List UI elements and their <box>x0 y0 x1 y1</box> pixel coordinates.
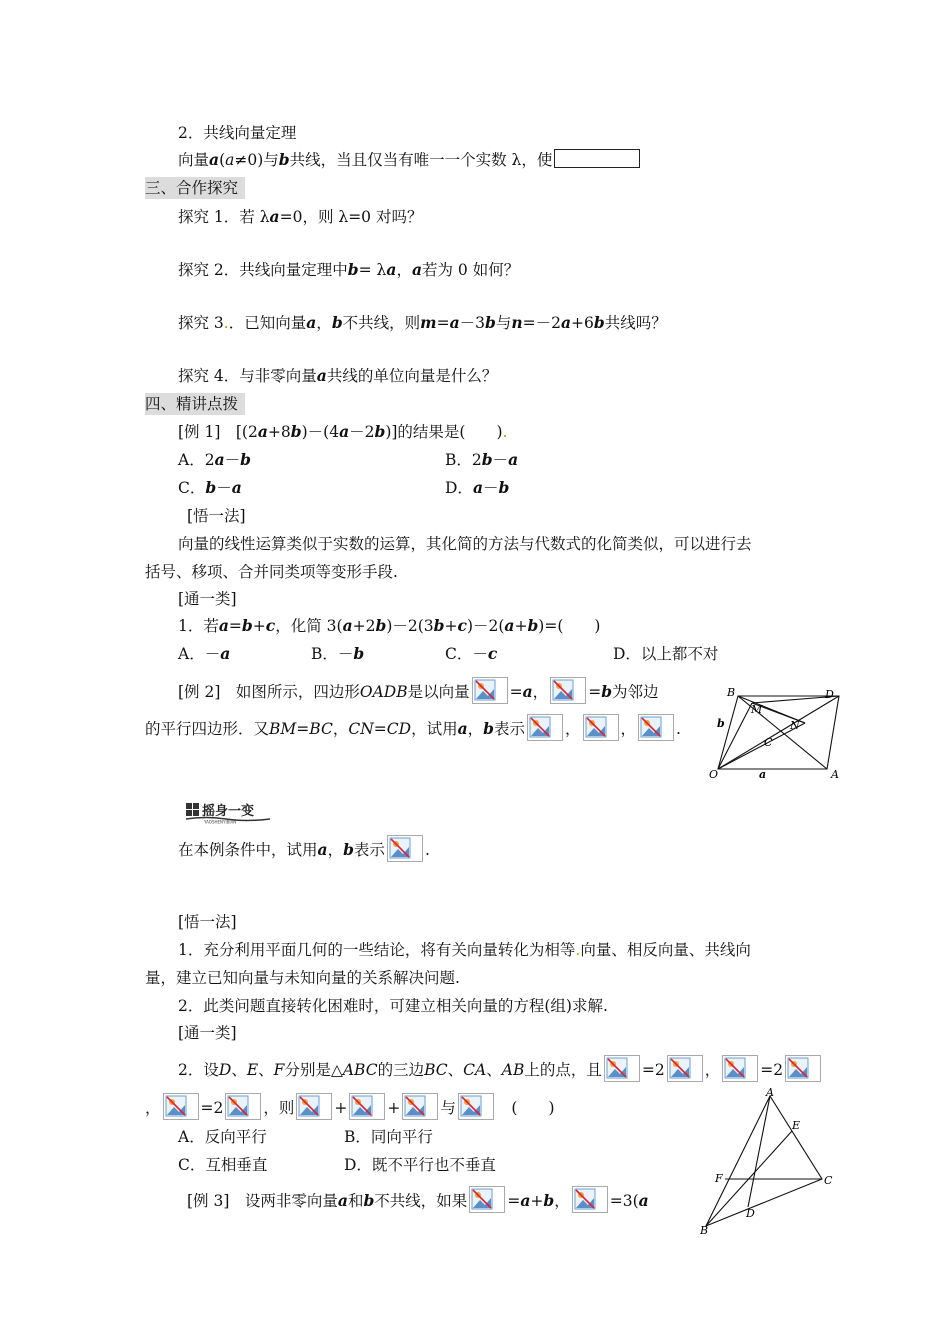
wu-yi-fa-2: [悟一法] <box>178 913 237 931</box>
broken-image-icon <box>785 1055 821 1082</box>
option-c: C．b－a <box>178 478 242 497</box>
example-1: [例 1] [(2a+8b)－(4a－2b)]的结果是( ). <box>178 422 508 441</box>
broken-image-icon <box>402 1093 438 1120</box>
method-paragraph-line-2: 括号、移项、合并同类项等变形手段. <box>145 563 398 581</box>
broken-image-icon <box>163 1093 199 1120</box>
explore-2: 探究 2．共线向量定理中b= λa，a若为 0 如何？ <box>178 260 520 279</box>
question-2-line-1: 2．设D、E、F分别是△ABC的三边BC、CA、AB上的点，且 =2 ， =2 <box>178 1055 823 1082</box>
broken-image-icon <box>722 1055 758 1082</box>
label-a: a <box>759 768 767 781</box>
question-1: 1．若a=b+c，化简 3(a+2b)－2(3b+c)－2(a+b)=( ) <box>178 616 601 635</box>
q2-option-d: D．既不平行也不垂直 <box>344 1156 496 1174</box>
logo-subtitle: YAOSHENYIBIAN <box>204 819 237 824</box>
broken-image-icon <box>527 714 563 741</box>
q1-option-a: A．－a <box>178 644 231 663</box>
answer-blank[interactable] <box>554 149 640 168</box>
theorem-statement: 向量a(a≠0)与b共线，当且仅当有唯一一个实数 λ，使 <box>178 149 640 171</box>
option-a: A．2a－b <box>178 450 251 469</box>
q2-option-b: B．同向平行 <box>344 1128 433 1146</box>
explore-1: 探究 1．若 λa=0，则 λ=0 对吗？ <box>178 207 423 226</box>
broken-image-icon <box>469 1186 505 1213</box>
section-3-title: 三、合作探究 <box>145 177 245 199</box>
q1-option-c: C．－c <box>445 644 498 663</box>
label-A: A <box>831 768 839 781</box>
label-M: M <box>751 703 763 716</box>
tong-yi-lei-2: [通一类] <box>178 1024 237 1042</box>
broken-image-icon <box>349 1093 385 1120</box>
broken-image-icon <box>572 1186 608 1213</box>
broken-image-icon <box>458 1093 494 1120</box>
explore-4: 探究 4．与非零向量a共线的单位向量是什么？ <box>178 366 498 385</box>
q2-option-a: A．反向平行 <box>178 1128 267 1146</box>
q2-option-c: C．互相垂直 <box>178 1156 268 1174</box>
question-2-line-2: ， =2 ，则 + + 与 ( ) <box>145 1093 555 1120</box>
label-C: C <box>824 1174 833 1187</box>
method2-line-2: 量，建立已知向量与未知向量的关系解决问题. <box>145 969 460 987</box>
label-O: O <box>709 768 719 781</box>
label-B: B <box>700 1224 709 1236</box>
broken-image-icon <box>550 677 586 704</box>
q1-option-d: D．以上都不对 <box>613 645 719 663</box>
logo-title: 摇身一变 <box>202 804 255 819</box>
example-2-line-2: 的平行四边形．又BM=BC，CN=CD，试用a，b表示 ， ， . <box>145 714 681 741</box>
broken-image-icon <box>387 835 423 862</box>
label-N: N <box>790 719 800 732</box>
heading-collinear-theorem: 2．共线向量定理 <box>178 124 297 142</box>
method2-line-3: 2．此类问题直接转化困难时，可建立相关向量的方程(组)求解. <box>178 997 608 1015</box>
explore-3: 探究 3.．已知向量a，b不共线，则m=a－3b与n=－2a+6b共线吗？ <box>178 313 667 332</box>
method2-line-1: 1．充分利用平面几何的一些结论，将有关向量转化为相等.向量、相反向量、共线向 <box>178 941 751 959</box>
broken-image-icon <box>225 1093 261 1120</box>
broken-image-icon <box>638 714 674 741</box>
wu-yi-fa-1: [悟一法] <box>187 507 246 525</box>
broken-image-icon <box>583 714 619 741</box>
broken-image-icon <box>604 1055 640 1082</box>
broken-image-icon <box>472 677 508 704</box>
q1-option-b: B．－b <box>311 644 365 663</box>
method-paragraph-line-1: 向量的线性运算类似于实数的运算，其化简的方法与代数式的化简类似，可以进行去 <box>178 535 752 553</box>
label-E: E <box>792 1119 801 1132</box>
broken-image-icon <box>667 1055 703 1082</box>
label-C: C <box>764 736 773 749</box>
option-d: D．a－b <box>445 478 510 497</box>
broken-image-icon <box>296 1093 332 1120</box>
yaoshen-yibian-logo <box>186 800 270 824</box>
label-D: D <box>746 1207 755 1220</box>
label-b: b <box>717 717 725 730</box>
example-2-line-1: [例 2] 如图所示，四边形OADB是以向量 =a， =b为邻边 <box>178 677 659 704</box>
label-D: D <box>825 688 834 701</box>
variation-line: 在本例条件中，试用a，b表示 . <box>178 835 430 862</box>
example-3: [例 3] 设两非零向量a和b不共线，如果 =a+b， =3(a <box>187 1186 649 1213</box>
label-A: A <box>766 1086 774 1099</box>
option-b: B．2b－a <box>445 450 519 469</box>
label-B: B <box>727 686 736 699</box>
tong-yi-lei-1: [通一类] <box>178 590 237 608</box>
section-4-title: 四、精讲点拨 <box>145 393 245 415</box>
label-F: F <box>715 1172 723 1185</box>
parallelogram-figure <box>700 682 845 782</box>
triangle-figure <box>700 1086 850 1236</box>
